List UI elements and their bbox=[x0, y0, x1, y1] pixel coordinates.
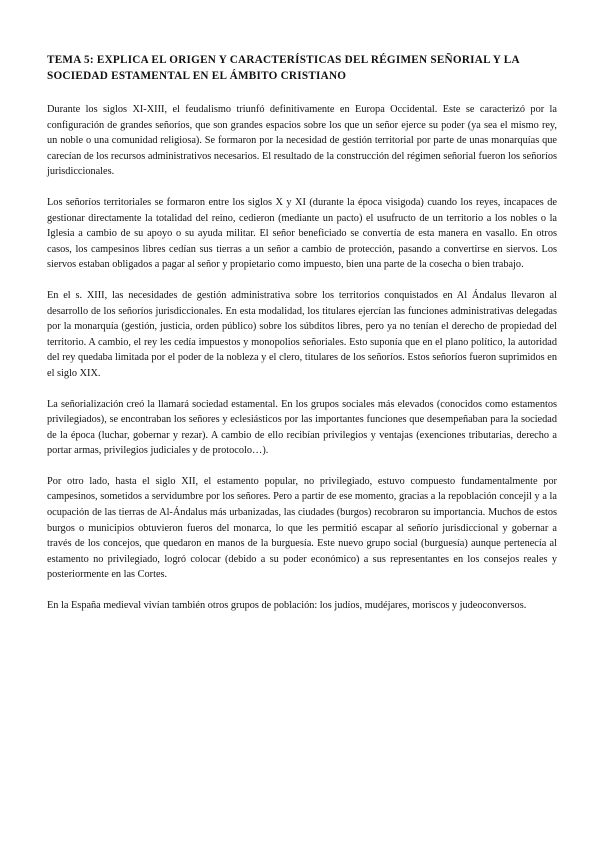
paragraph-senorios-jurisdiccionales: En el s. XIII, las necesidades de gestión administrativa sobre los territorios conquistados en Al Ándalus llevaron al desarrollo de los señoríos jurisdiccionales. En esta modalidad, los titulares ejercían las funciones administrativas delegadas por la monarquía (gestión, justicia, orden público) sobre los súbditos libres, pero ya no tenían el derecho de propiedad del territorio. A cambio, el rey les cedía impuestos y monopolios señoriales. Esto suponía que en el plano político, la autoridad del rey quedaba limitada por el poder de la nobleza y el clero, titulares de los señoríos. Estos señoríos fueron suprimidos en el siglo XIX. bbox=[47, 289, 557, 379]
paragraph-estamento-popular: Por otro lado, hasta el siglo XII, el estamento popular, no privilegiado, estuvo compuesto fundamentalmente por campesinos, sometidos a servidumbre por los señores. Pero a partir de ese momento, gracias a la repoblación concejil y a la ocupación de las tierras de Al-Ándalus más urbanizadas, las ciudades (burgos) recobraron su importancia. Muchos de estos burgos o municipios obtuvieron fueros del monarca, lo que les permitió escapar al señorío jurisdiccional y gobernar a través de los concejos, que quedaron en manos de la burguesía. Este nuevo grupo social (burguesía) aunque pertenecía al estamento no privilegiado, logró colocar (debido a su poder económico) a sus representantes en los consejos reales y posteriormente en las Cortes. bbox=[47, 475, 557, 581]
paragraph-otros-grupos: En la España medieval vivían también otros grupos de población: los judíos, mudéjares, moriscos y judeoconversos. bbox=[47, 600, 527, 612]
document-page bbox=[47, 52, 557, 629]
document-title: TEMA 5: EXPLICA EL ORIGEN Y CARACTERÍSTICAS DEL RÉGIMEN SEÑORIAL Y LA SOCIEDAD ESTAMENTAL EN EL ÁMBITO CRISTIANO bbox=[47, 54, 520, 82]
paragraph-senorios-territoriales: Los señoríos territoriales se formaron entre los siglos X y XI (durante la época visigoda) cuando los reyes, incapaces de gestionar directamente la totalidad del reino, cedieron (mediante un pacto) el usufructo de un territorio a los nobles o la Iglesia a cambio de su apoyo o su ayuda militar. El señor beneficiado se convertía de esta manera en vasallo. En otros casos, los campesinos libres cedían sus tierras a un señor a cambio de protección, pasando a convertirse en siervos. Los siervos estaban obligados a pagar al señor y propietario como impuesto, bien una parte de la cosecha o bien trabajo. bbox=[47, 196, 557, 271]
paragraph-feudalismo: Durante los siglos XI-XIII, el feudalismo triunfó definitivamente en Europa Occidental. Este se caracterizó por la configuración de grandes señoríos, que son grandes espacios sobre los que un señor ejerce su poder (ya sea el mismo rey, un noble o una comunidad religiosa). Se formaron por la necesidad de gestión territorial por parte de unas monarquías que carecían de los recursos administrativos necesarios. El resultado de la construcción del régimen señorial fueron los señoríos jurisdiccionales. bbox=[47, 104, 557, 178]
paragraph-sociedad-estamental: La señorialización creó la llamará sociedad estamental. En los grupos sociales más elevados (conocidos como estamentos privilegiados), se encontraban los señores y eclesiásticos por las importantes funciones que desempeñaban para la sociedad de la época (luchar, gobernar y rezar). A cambio de ello recibían privilegios y ventajas (exenciones tributarias, derecho a portar armas, privilegios judiciales y de protocolo…). bbox=[47, 398, 557, 457]
